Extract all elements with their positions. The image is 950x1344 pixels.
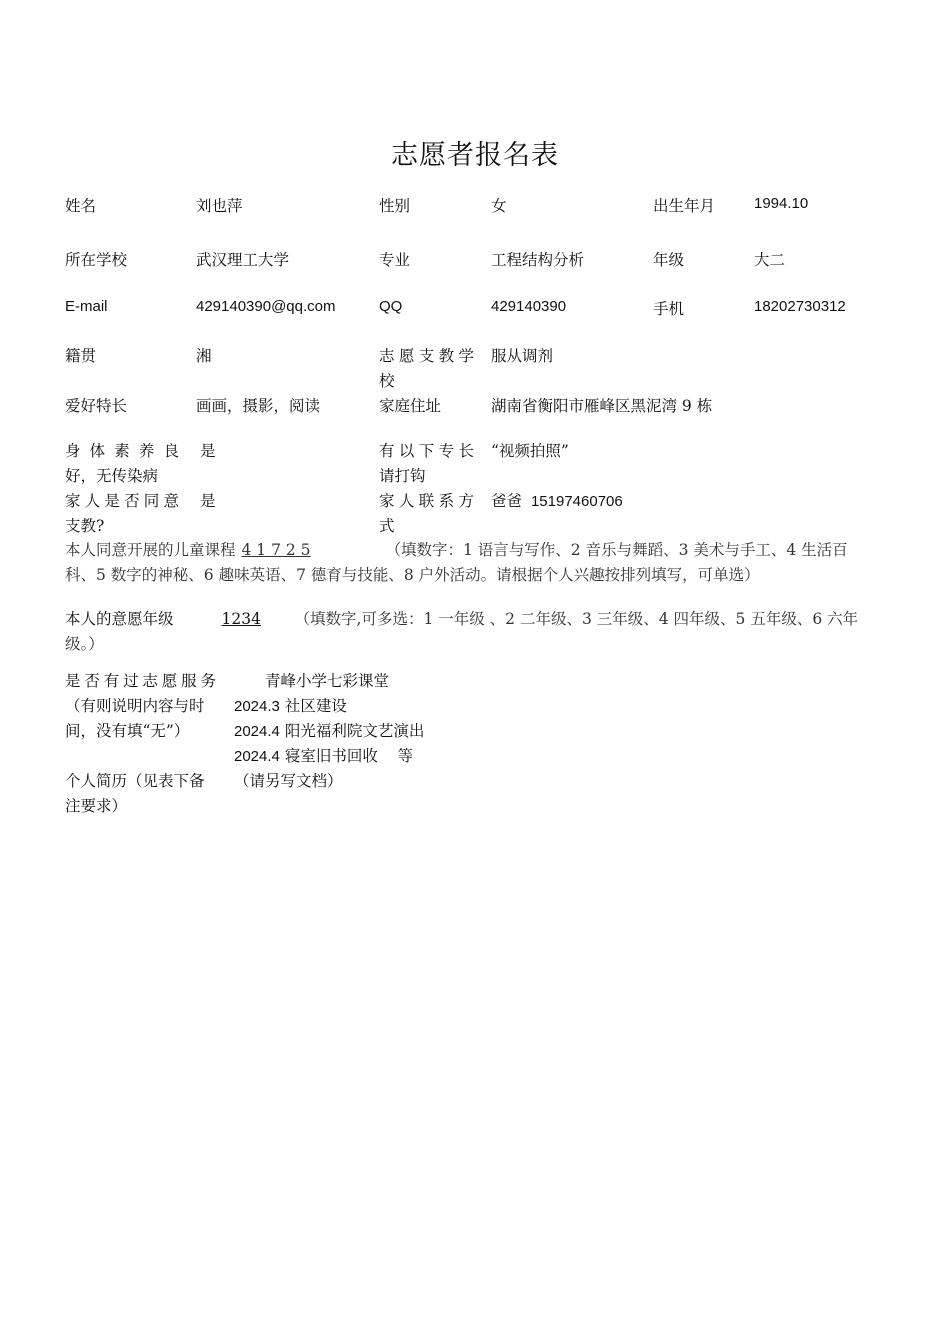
service-item-date: 2024.4 — [234, 748, 280, 765]
grade-pref-line1 — [65, 607, 858, 629]
service-item-date: 2024.4 — [234, 723, 280, 740]
family-value: 是 — [200, 492, 216, 510]
name-value: 刘也萍 — [196, 197, 243, 215]
service-item-text: 寝室旧书回收 等 — [284, 747, 414, 765]
contact-label-line1: 家人联系方 — [379, 492, 474, 510]
health-label-line2: 好，无传染病 — [65, 467, 159, 485]
email-value: 429140390@qq.com — [196, 298, 336, 315]
service-item-text: 社区建设 — [284, 697, 347, 715]
service-item-text: 阳光福利院文艺演出 — [284, 722, 425, 740]
courses-prefix: 本人同意开展的儿童课程 — [65, 541, 236, 559]
courses-line1 — [65, 538, 848, 560]
phone-label: 手机 — [653, 300, 685, 318]
email-label: E-mail — [65, 298, 108, 315]
contact-relation: 爸爸 — [491, 492, 523, 510]
contact-label-line2: 式 — [379, 517, 395, 535]
hobby-value: 画画，摄影，阅读 — [196, 397, 321, 415]
school-label: 所在学校 — [65, 251, 128, 269]
school-choice-label-line1: 志愿支教学 — [379, 347, 474, 365]
health-label-line1: 身体素养良 — [65, 442, 179, 460]
school-choice-value: 服从调剂 — [491, 347, 554, 365]
birth-label: 出生年月 — [653, 197, 716, 215]
service-item — [234, 719, 424, 741]
service-item — [234, 694, 347, 716]
grade-value: 大二 — [754, 251, 786, 269]
name-label: 姓名 — [65, 197, 97, 215]
phone-value: 18202730312 — [754, 298, 846, 315]
origin-value: 湘 — [196, 347, 212, 365]
health-value: 是 — [200, 442, 216, 460]
skill-label-line2: 请打钩 — [379, 467, 426, 485]
family-label-line2: 支教? — [65, 517, 105, 535]
resume-label-line2: 注要求） — [65, 797, 128, 815]
major-value: 工程结构分析 — [491, 251, 585, 269]
grade-label: 年级 — [653, 251, 685, 269]
service-item: 青峰小学七彩课堂 — [265, 672, 390, 690]
address-value: 湖南省衡阳市雁峰区黑泥湾 9 栋 — [491, 397, 713, 415]
skill-label-line1: 有以下专长 — [379, 442, 474, 460]
resume-label-line1: 个人简历（见表下备 — [65, 772, 205, 790]
courses-note: （填数字：1 语言与写作、2 音乐与舞蹈、3 美术与手工、4 生活百 — [385, 541, 848, 559]
skill-value: “视频拍照” — [491, 442, 569, 460]
major-label: 专业 — [379, 251, 411, 269]
birth-value: 1994.10 — [754, 195, 809, 212]
resume-value: （请另写文档） — [234, 772, 343, 790]
page-title: 志愿者报名表 — [391, 140, 559, 171]
courses-value: 4 1 7 2 5 — [241, 541, 311, 559]
service-label-line2: （有则说明内容与时 — [65, 697, 205, 715]
grade-pref-value: 1234 — [221, 610, 261, 628]
contact-value — [491, 489, 623, 511]
grade-pref-line2: 级。） — [65, 635, 104, 653]
service-item-date: 2024.3 — [234, 698, 280, 715]
family-label-line1: 家人是否同意 — [65, 492, 179, 510]
school-value: 武汉理工大学 — [196, 251, 290, 269]
grade-pref-prefix: 本人的意愿年级 — [65, 610, 174, 628]
qq-value: 429140390 — [491, 298, 567, 315]
service-label-line3: 间，没有填“无”） — [65, 722, 190, 740]
service-label-line1: 是否有过志愿服务 — [65, 672, 216, 690]
service-item — [234, 744, 413, 766]
address-label: 家庭住址 — [379, 397, 442, 415]
qq-label: QQ — [379, 298, 403, 315]
grade-pref-note: （填数字,可多选：1 一年级 、2 二年级、3 三年级、4 四年级、5 五年级、6 六年 — [294, 610, 859, 628]
contact-phone: 15197460706 — [530, 493, 623, 510]
hobby-label: 爱好特长 — [65, 397, 128, 415]
school-choice-label-line2: 校 — [379, 372, 395, 390]
origin-label: 籍贯 — [65, 347, 97, 365]
courses-line2: 科、5 数字的神秘、6 趣味英语、7 德育与技能、8 户外活动。请根据个人兴趣按排列填写，可单选） — [65, 566, 760, 584]
gender-label: 性别 — [379, 197, 411, 215]
gender-value: 女 — [491, 197, 507, 215]
